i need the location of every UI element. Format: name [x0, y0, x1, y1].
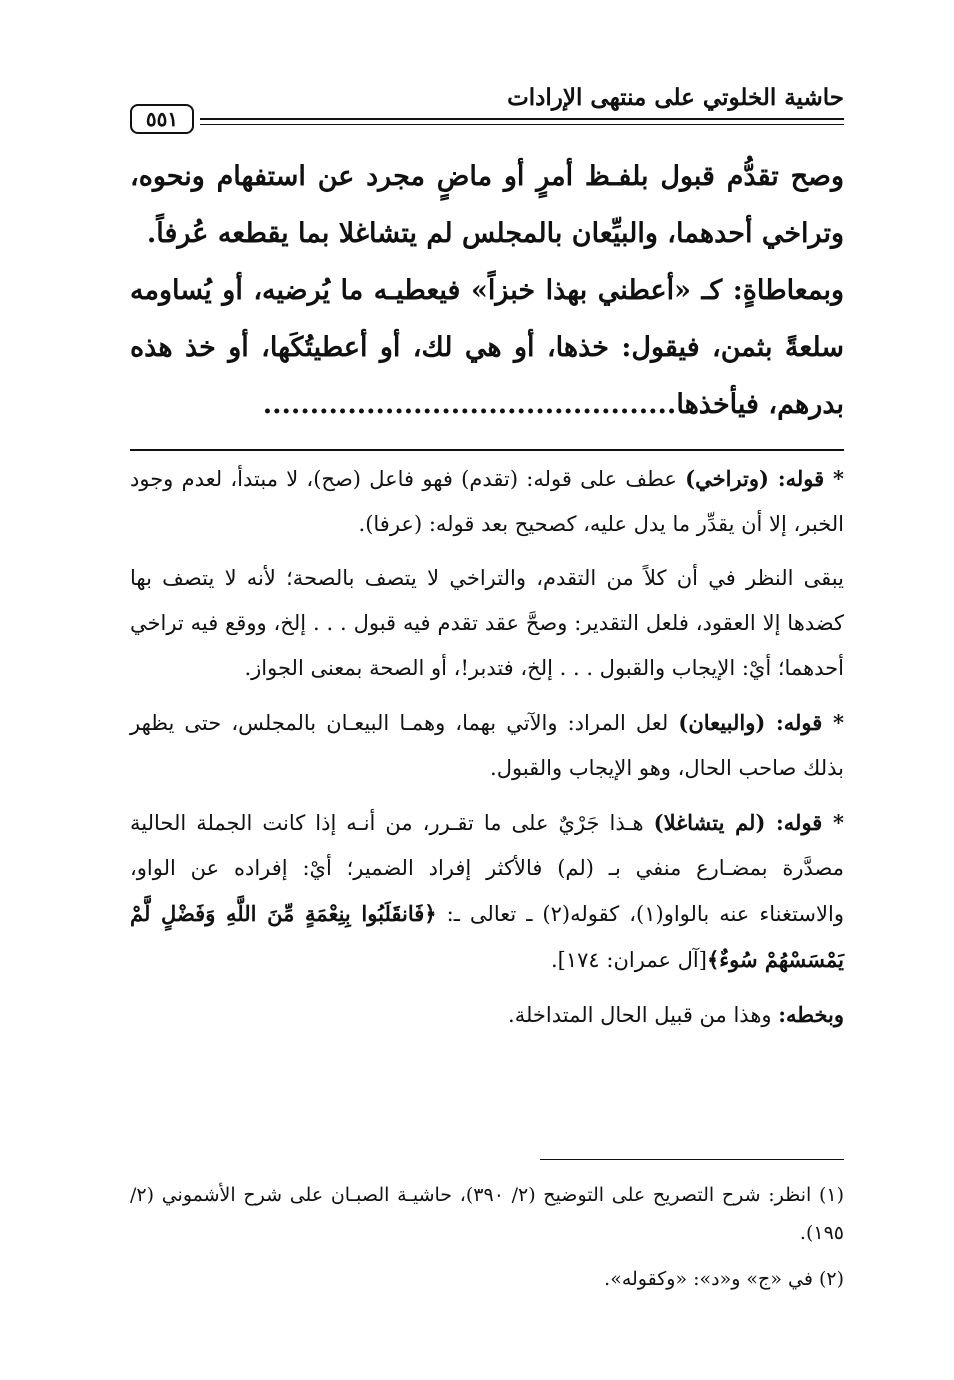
main-paragraph-2-text: وبمعاطاةٍ: كـ «أعطني بهذا خبزاً» فيعطيـه ما يُرضيه، أو يُساومه سلعةً بثمن، فيقول: خذها، أو هي لك، أو أعطيتُكَها، أو خذ هذه بدرهم، فيأخذها [130, 275, 844, 420]
note-lead: * قوله: (لم يتشاغلا) [653, 810, 844, 835]
main-paragraph-2 [130, 262, 844, 433]
main-paragraph-1: وصح تقدُّم قبول بلفـظ أمرٍ أو ماضٍ مجرد عن استفهام ونحوه، وتراخي أحدهما، والبيِّعان بالمجلس لم يتشاغلا بما يقطعه عُرفاً. [130, 161, 844, 249]
header-rule-thin [200, 124, 844, 125]
footnote-1: (١) انظر: شرح التصريح على التوضيح (٢/ ٣٩٠)، حاشيـة الصبـان على شرح الأشموني (٢/ ١٩٥). [130, 1184, 844, 1244]
note-lead: * قوله: (وتراخي) [685, 466, 844, 491]
note-body: هـذا جَرْيٌ على ما تقـرر، من أنـه إذا كانت الجملة الحالية مصدَّرة بمضـارع منفي بـ (لم) فالأكثر إفراد الضمير؛ أيْ: إفراده عن الواو، والاستغناء عنه بالواو(١)، كقوله(٢) ـ تعالى ـ: [130, 811, 844, 926]
note-lead: وبخطه: [778, 1002, 844, 1027]
commentary-note-3 [130, 700, 844, 791]
ellipsis-dots: ............................................ [262, 389, 677, 420]
header-rule [200, 118, 844, 120]
page-header [130, 74, 844, 134]
note-body: لعل المراد: والآتي بهما، وهمـا البيعـان بالمجلس، حتى يظهر بذلك صاحب الحال، وهو الإيجاب والقبول. [130, 711, 844, 780]
main-text [130, 148, 844, 433]
main-commentary-separator [130, 449, 844, 451]
footnotes [130, 1176, 844, 1306]
commentary-note-2: يبقى النظر في أن كلاً من التقدم، والتراخي لا يتصف بالصحة؛ لأنه لا يتصف بها كضدها إلا العقود، فلعل التقدير: وصحَّ عقد تقدم فيه قبول . . . إلخ، ووقع فيه تراخي أحدهما؛ أيْ: الإيجاب والقبول . . . إلخ، فتدبر!، أو الصحة بمعنى الجواز. [130, 566, 844, 680]
verse-reference: [آل عمران: ١٧٤]. [551, 948, 707, 972]
quran-verse: ﴿فَانقَلَبُوا بِنِعْمَةٍ مِّنَ اللَّهِ وَفَضْلٍ لَّمْ يَمْسَسْهُمْ سُوءٌ﴾ [130, 901, 844, 972]
note-body: عطف على قوله: (تقدم) فهو فاعل (صح)، لا مبتدأ، لعدم وجود الخبر، إلا أن يقدِّر ما يدل عليه، كصحيح بعد قوله: (عرفا). [130, 467, 844, 536]
note-body: وهذا من قبيل الحال المتداخلة. [508, 1003, 779, 1027]
commentary-note-1 [130, 456, 844, 547]
page-number: ٥٥١ [130, 104, 194, 134]
footnote-2: (٢) في «ج» و«د»: «وكقوله». [604, 1268, 844, 1290]
commentary-note-4 [130, 800, 844, 983]
commentary-note-5 [130, 992, 844, 1038]
commentary-text [130, 456, 844, 1047]
note-lead: * قوله: (والبيعان) [678, 710, 844, 735]
running-title: حاشية الخلوتي على منتهى الإرادات [507, 84, 844, 111]
footnote-separator [540, 1159, 844, 1160]
